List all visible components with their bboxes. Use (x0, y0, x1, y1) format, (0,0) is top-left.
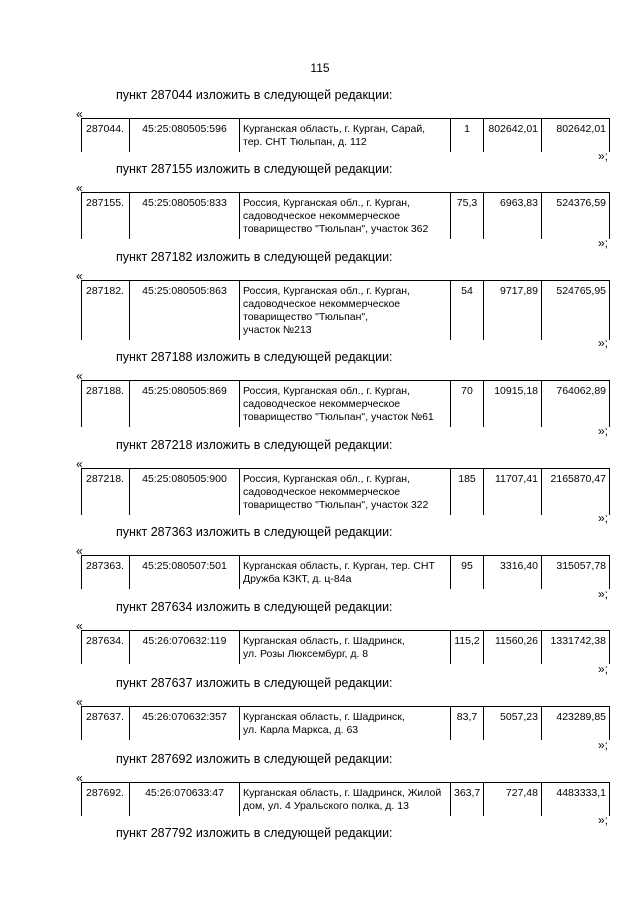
address (239, 119, 450, 152)
cadastral-number: 45:26:070633:47 (129, 783, 239, 816)
page-number: 115 (310, 61, 330, 75)
address-line: тер. СНТ Тюльпан, д. 112 (243, 136, 367, 148)
address-line: Россия, Курганская обл., г. Курган, (243, 473, 410, 485)
close-quote: »; (598, 662, 609, 676)
area: 75,3 (450, 193, 483, 239)
address-line: дом, ул. 4 Уральского полка, д. 13 (243, 800, 409, 812)
close-quote: »; (598, 587, 609, 601)
cadastral-value: 802642,01 (541, 119, 609, 152)
cadastral-number: 45:26:070632:119 (129, 631, 239, 664)
cadastral-number: 45:25:080505:869 (129, 381, 239, 427)
rate: 9717,89 (483, 281, 541, 340)
close-quote: »; (598, 149, 609, 163)
open-quote: « (76, 181, 83, 195)
last-heading: пункт 287792 изложить в следующей редакции: (116, 826, 393, 840)
address-line: участок №213 (243, 324, 312, 336)
cadastral-value: 524765,95 (541, 281, 609, 340)
area: 363,7 (450, 783, 483, 816)
rate: 5057,23 (483, 707, 541, 740)
cadastral-number: 45:26:070632:357 (129, 707, 239, 740)
table-row (81, 555, 610, 589)
address (239, 193, 450, 239)
close-quote: »; (598, 813, 609, 827)
address (239, 381, 450, 427)
area: 1 (450, 119, 483, 152)
cadastral-number: 45:25:080505:833 (129, 193, 239, 239)
rate: 3316,40 (483, 556, 541, 589)
close-quote: »; (598, 738, 609, 752)
area: 115,2 (450, 631, 483, 664)
cadastral-value: 315057,78 (541, 556, 609, 589)
table-row (81, 280, 610, 340)
area: 95 (450, 556, 483, 589)
address-line: ул. Карла Маркса, д. 63 (243, 724, 359, 736)
table-row (81, 468, 610, 515)
cadastral-number: 45:25:080507:501 (129, 556, 239, 589)
open-quote: « (76, 369, 83, 383)
address (239, 469, 450, 515)
rate: 6963,83 (483, 193, 541, 239)
address-line: садоводческое некоммерческое (243, 210, 401, 222)
cadastral-value: 423289,85 (541, 707, 609, 740)
cadastral-number: 45:25:080505:863 (129, 281, 239, 340)
row-number: 287218. (86, 473, 124, 485)
amendment-heading: пункт 287044 изложить в следующей редакции: (116, 88, 393, 102)
address-line: Курганская область, г. Шадринск, (243, 635, 405, 647)
amendment-heading: пункт 287155 изложить в следующей редакции: (116, 162, 393, 176)
address-line: садоводческое некоммерческое (243, 298, 401, 310)
address-line: товарищество "Тюльпан", участок 362 (243, 223, 429, 235)
table-row (81, 630, 610, 664)
row-number: 287692. (86, 787, 124, 799)
close-quote: »; (598, 511, 609, 525)
row-number: 287188. (86, 385, 124, 397)
open-quote: « (76, 619, 83, 633)
address-line: Курганская область, г. Курган, тер. СНТ (243, 560, 435, 572)
row-number: 287044. (86, 123, 124, 135)
address (239, 556, 450, 589)
row-number: 287634. (86, 635, 124, 647)
table-row (81, 192, 610, 239)
address-line: Дружба КЗКТ, д. ц-84а (243, 573, 352, 585)
open-quote: « (76, 695, 83, 709)
amendment-heading: пункт 287692 изложить в следующей редакции: (116, 752, 393, 766)
open-quote: « (76, 269, 83, 283)
table-row (81, 706, 610, 740)
amendment-heading: пункт 287637 изложить в следующей редакции: (116, 676, 393, 690)
address-line: Курганская область, г. Шадринск, (243, 711, 405, 723)
open-quote: « (76, 771, 83, 785)
amendment-heading: пункт 287182 изложить в следующей редакции: (116, 250, 393, 264)
area: 83,7 (450, 707, 483, 740)
area: 185 (450, 469, 483, 515)
address-line: садоводческое некоммерческое (243, 486, 401, 498)
cadastral-value: 1331742,38 (541, 631, 609, 664)
table-row (81, 782, 610, 816)
table-row (81, 118, 610, 152)
area: 54 (450, 281, 483, 340)
address-line: Россия, Курганская обл., г. Курган, (243, 385, 410, 397)
amendment-heading: пункт 287634 изложить в следующей редакции: (116, 600, 393, 614)
address-line: товарищество "Тюльпан", участок 322 (243, 499, 429, 511)
rate: 11560,26 (483, 631, 541, 664)
row-number: 287155. (86, 197, 124, 209)
amendment-heading: пункт 287218 изложить в следующей редакции: (116, 438, 393, 452)
amendment-heading: пункт 287363 изложить в следующей редакции: (116, 525, 393, 539)
row-number: 287637. (86, 711, 124, 723)
address-line: Курганская область, г. Курган, Сарай, (243, 123, 426, 135)
amendment-heading: пункт 287188 изложить в следующей редакции: (116, 350, 393, 364)
row-number: 287182. (86, 285, 124, 297)
rate: 11707,41 (483, 469, 541, 515)
cadastral-value: 2165870,47 (541, 469, 609, 515)
cadastral-number: 45:25:080505:900 (129, 469, 239, 515)
table-row (81, 380, 610, 427)
address (239, 783, 450, 816)
address-line: товарищество "Тюльпан", участок №61 (243, 411, 434, 423)
rate: 802642,01 (483, 119, 541, 152)
open-quote: « (76, 457, 83, 471)
cadastral-number: 45:25:080505:596 (129, 119, 239, 152)
address-line: товарищество "Тюльпан", (243, 311, 369, 323)
cadastral-value: 4483333,1 (541, 783, 609, 816)
rate: 727,48 (483, 783, 541, 816)
address (239, 707, 450, 740)
address (239, 631, 450, 664)
address-line: Россия, Курганская обл., г. Курган, (243, 285, 410, 297)
cadastral-value: 524376,59 (541, 193, 609, 239)
cadastral-value: 764062,89 (541, 381, 609, 427)
close-quote: »; (598, 236, 609, 250)
rate: 10915,18 (483, 381, 541, 427)
address-line: Россия, Курганская обл., г. Курган, (243, 197, 410, 209)
area: 70 (450, 381, 483, 427)
address-line: ул. Розы Люксембург, д. 8 (243, 648, 369, 660)
address-line: садоводческое некоммерческое (243, 398, 401, 410)
open-quote: « (76, 544, 83, 558)
address (239, 281, 450, 340)
address-line: Курганская область, г. Шадринск, Жилой (243, 787, 442, 799)
row-number: 287363. (86, 560, 124, 572)
close-quote: »; (598, 424, 609, 438)
close-quote: »; (598, 336, 609, 350)
open-quote: « (76, 107, 83, 121)
